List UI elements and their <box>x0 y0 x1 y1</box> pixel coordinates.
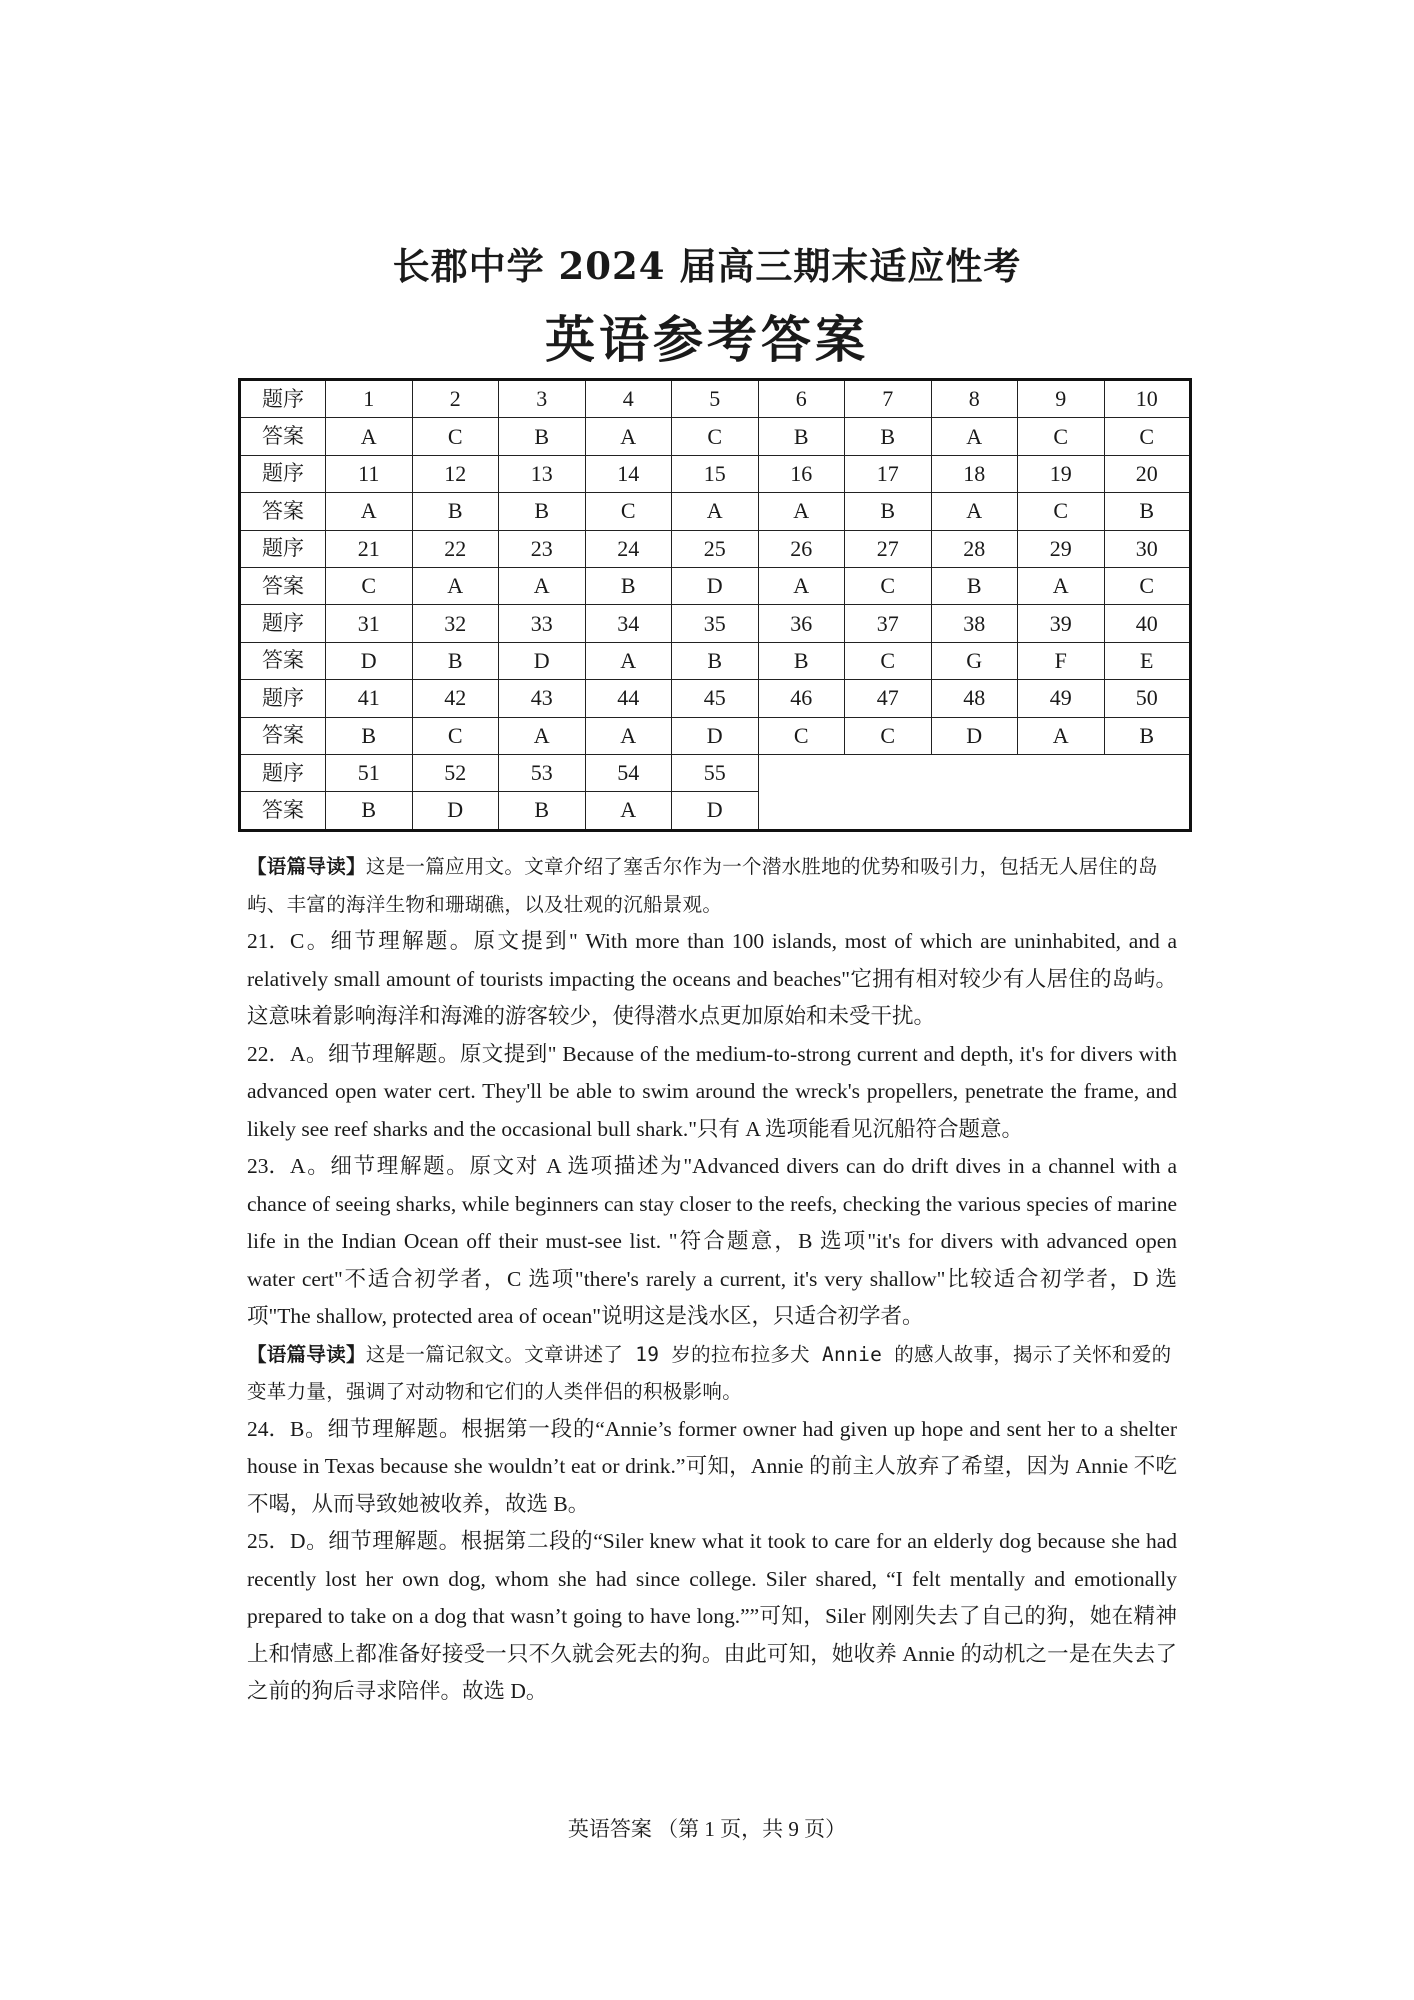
guide-tag: 【语篇导读】 <box>247 1342 366 1366</box>
answer-cell: C <box>845 567 932 604</box>
answer-table <box>238 378 1192 832</box>
answer-cell: A <box>326 493 413 530</box>
answer-cell: C <box>1018 493 1105 530</box>
question-number-row <box>240 605 1191 642</box>
question-number-cell: 22 <box>412 530 499 567</box>
question-number-cell: 24 <box>585 530 672 567</box>
explanation-item <box>247 1411 1177 1524</box>
question-number-row <box>240 455 1191 492</box>
answer-cell: D <box>672 717 759 754</box>
answer-cell: E <box>1104 642 1191 679</box>
question-number-cell: 40 <box>1104 605 1191 642</box>
explanation-item <box>247 923 1177 1036</box>
question-number-cell: 17 <box>845 455 932 492</box>
answer-cell: A <box>585 792 672 830</box>
answer-row <box>240 717 1191 754</box>
answer-row <box>240 493 1191 530</box>
question-number-cell: 9 <box>1018 380 1105 418</box>
answer-cell: C <box>845 717 932 754</box>
question-number-cell: 41 <box>326 680 413 717</box>
passage-guide <box>247 1336 1177 1411</box>
answer-cell: A <box>931 418 1018 455</box>
question-number-cell: 34 <box>585 605 672 642</box>
question-number-row <box>240 380 1191 418</box>
guide-text: 这是一篇应用文。文章介绍了塞舌尔作为一个潜水胜地的优势和吸引力，包括无人居住的岛屿、丰富的海洋生物和珊瑚礁，以及壮观的沉船景观。 <box>247 855 1158 916</box>
answer-cell: B <box>672 642 759 679</box>
answer-cell: B <box>412 493 499 530</box>
row-label: 答案 <box>240 717 326 754</box>
question-number-cell: 38 <box>931 605 1018 642</box>
question-number-cell: 15 <box>672 455 759 492</box>
explanation-text: D。细节理解题。根据第二段的“Siler knew what it took to care for an elderly dog because she had recently lost her own dog, whom she had since college. Siler shared, “I felt mentally and emotionally prepared to take on a dog that wasn’t going to have long.””可知，Siler 刚刚失去了自己的狗，她在精神上和情感上都准备好接受一只不久就会死去的狗。由此可知，她收养 Annie 的动机之一是在失去了之前的狗后寻求陪伴。故选 D。 <box>247 1529 1177 1703</box>
question-number-cell: 3 <box>499 380 586 418</box>
question-number-cell: 35 <box>672 605 759 642</box>
explanation-text: A。细节理解题。原文对 A 选项描述为"Advanced divers can do drift dives in a channel with a chance of seeing sharks, while beginners can stay closer to the reefs, checking the various species of marine life in the Indian Ocean off their must-see list. "符合题意，B 选项"it's for divers with advanced open water cert"不适合初学者，C 选项"there's rarely a current, it's very shallow"比较适合初学者，D 选项"The shallow, protected area of ocean"说明这是浅水区，只适合初学者。 <box>247 1154 1177 1328</box>
explanation-text: C。细节理解题。原文提到" With more than 100 islands, most of which are uninhabited, and a relatively small amount of tourists impacting the oceans and beaches"它拥有相对较少有人居住的岛屿。这意味着影响海洋和海滩的游客较少，使得潜水点更加原始和未受干扰。 <box>247 929 1177 1028</box>
guide-tag: 【语篇导读】 <box>247 855 366 878</box>
question-number-cell: 28 <box>931 530 1018 567</box>
answer-cell: C <box>1104 567 1191 604</box>
answer-cell: A <box>499 567 586 604</box>
question-number-cell: 30 <box>1104 530 1191 567</box>
answer-cell: A <box>672 493 759 530</box>
answer-cell: A <box>326 418 413 455</box>
answer-cell: B <box>1104 493 1191 530</box>
explanations <box>247 848 1177 1711</box>
answer-cell: C <box>1104 418 1191 455</box>
question-number-cell: 25 <box>672 530 759 567</box>
question-number: 21． <box>247 929 291 953</box>
explanation-item <box>247 1523 1177 1711</box>
question-number-cell: 14 <box>585 455 672 492</box>
explanation-item <box>247 1036 1177 1149</box>
explanation-text: A。细节理解题。原文提到" Because of the medium-to-strong current and depth, it's for divers with advanced open water cert. They'll be able to swim around the wreck's propellers, penetrate the frame, and likely see reef sharks and the occasional bull shark."只有 A 选项能看见沉船符合题意。 <box>247 1041 1177 1141</box>
answer-key-title: 英语参考答案 <box>545 310 869 369</box>
answer-cell: D <box>499 642 586 679</box>
answer-cell: F <box>1018 642 1105 679</box>
question-number-cell: 36 <box>758 605 845 642</box>
answer-cell: C <box>412 717 499 754</box>
question-number-cell: 43 <box>499 680 586 717</box>
answer-cell: B <box>758 642 845 679</box>
row-label: 答案 <box>240 792 326 830</box>
answer-row <box>240 418 1191 455</box>
question-number-cell: 39 <box>1018 605 1105 642</box>
row-label: 题序 <box>240 380 326 418</box>
answer-cell: C <box>1018 418 1105 455</box>
question-number-cell: 13 <box>499 455 586 492</box>
answer-cell: B <box>931 567 1018 604</box>
question-number: 25． <box>247 1529 291 1553</box>
question-number: 22． <box>247 1041 291 1066</box>
question-number-cell: 47 <box>845 680 932 717</box>
exam-title: 长郡中学 2024 届高三期末适应性考 <box>392 244 1022 288</box>
question-number-cell: 37 <box>845 605 932 642</box>
answer-cell: A <box>1018 567 1105 604</box>
answer-cell: A <box>412 567 499 604</box>
explanation-item <box>247 1148 1177 1336</box>
answer-cell: A <box>1018 717 1105 754</box>
answer-cell: B <box>412 642 499 679</box>
answer-row <box>240 642 1191 679</box>
question-number-cell: 10 <box>1104 380 1191 418</box>
row-label: 答案 <box>240 493 326 530</box>
answer-cell: D <box>672 792 759 830</box>
answer-cell: A <box>585 642 672 679</box>
answer-cell: B <box>1104 717 1191 754</box>
question-number: 23． <box>247 1154 291 1178</box>
answer-row <box>240 567 1191 604</box>
question-number-cell: 33 <box>499 605 586 642</box>
question-number-cell: 8 <box>931 380 1018 418</box>
answer-cell: A <box>499 717 586 754</box>
question-number-cell: 21 <box>326 530 413 567</box>
guide-text: 这是一篇记叙文。文章讲述了 19 岁的拉布拉多犬 Annie 的感人故事，揭示了关怀和爱的变革力量，强调了对动物和它们的人类伴侣的积极影响。 <box>247 1342 1172 1403</box>
question-number-cell: 29 <box>1018 530 1105 567</box>
question-number-cell: 7 <box>845 380 932 418</box>
row-label: 题序 <box>240 455 326 492</box>
question-number-cell: 51 <box>326 754 413 791</box>
question-number-cell: 6 <box>758 380 845 418</box>
question-number-cell: 2 <box>412 380 499 418</box>
question-number-cell: 32 <box>412 605 499 642</box>
answer-cell: D <box>326 642 413 679</box>
answer-cell: G <box>931 642 1018 679</box>
question-number-cell: 27 <box>845 530 932 567</box>
question-number-cell: 16 <box>758 455 845 492</box>
question-number-cell: 4 <box>585 380 672 418</box>
answer-cell: B <box>585 567 672 604</box>
question-number-cell: 55 <box>672 754 759 791</box>
answer-cell: C <box>326 567 413 604</box>
row-label: 题序 <box>240 605 326 642</box>
answer-cell: B <box>499 418 586 455</box>
answer-cell: D <box>412 792 499 830</box>
question-number-cell: 1 <box>326 380 413 418</box>
question-number-row <box>240 680 1191 717</box>
answer-cell: B <box>326 717 413 754</box>
answer-cell: C <box>758 717 845 754</box>
question-number-cell: 23 <box>499 530 586 567</box>
explanation-text: B。细节理解题。根据第一段的“Annie’s former owner had given up hope and sent her to a shelter house in Texas because she wouldn’t eat or drink.”可知，Annie 的前主人放弃了希望，因为 Annie 不吃不喝，从而导致她被收养，故选 B。 <box>247 1416 1177 1516</box>
question-number-cell: 19 <box>1018 455 1105 492</box>
question-number-cell: 45 <box>672 680 759 717</box>
question-number-cell: 49 <box>1018 680 1105 717</box>
question-number-cell: 50 <box>1104 680 1191 717</box>
question-number-cell: 48 <box>931 680 1018 717</box>
row-label: 答案 <box>240 418 326 455</box>
question-number-row <box>240 530 1191 567</box>
question-number-cell: 44 <box>585 680 672 717</box>
answer-cell: D <box>672 567 759 604</box>
answer-cell: A <box>931 493 1018 530</box>
page-footer: 英语答案 （第 1 页，共 9 页） <box>567 1817 847 1841</box>
answer-cell: B <box>845 418 932 455</box>
question-number-cell: 12 <box>412 455 499 492</box>
answer-cell: A <box>758 567 845 604</box>
answer-cell: C <box>585 493 672 530</box>
answer-cell: D <box>931 717 1018 754</box>
answer-cell: B <box>845 493 932 530</box>
answer-cell: A <box>758 493 845 530</box>
answer-cell: A <box>585 717 672 754</box>
row-label: 答案 <box>240 642 326 679</box>
answer-cell: B <box>499 792 586 830</box>
empty-cell <box>758 754 1191 830</box>
question-number-cell: 42 <box>412 680 499 717</box>
question-number-cell: 52 <box>412 754 499 791</box>
answer-cell: A <box>585 418 672 455</box>
question-number-cell: 18 <box>931 455 1018 492</box>
passage-guide <box>247 848 1177 923</box>
question-number-cell: 26 <box>758 530 845 567</box>
question-number: 24． <box>247 1416 291 1441</box>
answer-cell: C <box>845 642 932 679</box>
answer-cell: B <box>758 418 845 455</box>
answer-cell: C <box>412 418 499 455</box>
answer-cell: C <box>672 418 759 455</box>
question-number-row <box>240 754 1191 791</box>
row-label: 题序 <box>240 754 326 791</box>
answer-cell: B <box>499 493 586 530</box>
answer-cell: B <box>326 792 413 830</box>
row-label: 答案 <box>240 567 326 604</box>
question-number-cell: 5 <box>672 380 759 418</box>
question-number-cell: 54 <box>585 754 672 791</box>
row-label: 题序 <box>240 530 326 567</box>
row-label: 题序 <box>240 680 326 717</box>
question-number-cell: 46 <box>758 680 845 717</box>
question-number-cell: 20 <box>1104 455 1191 492</box>
question-number-cell: 53 <box>499 754 586 791</box>
question-number-cell: 31 <box>326 605 413 642</box>
question-number-cell: 11 <box>326 455 413 492</box>
